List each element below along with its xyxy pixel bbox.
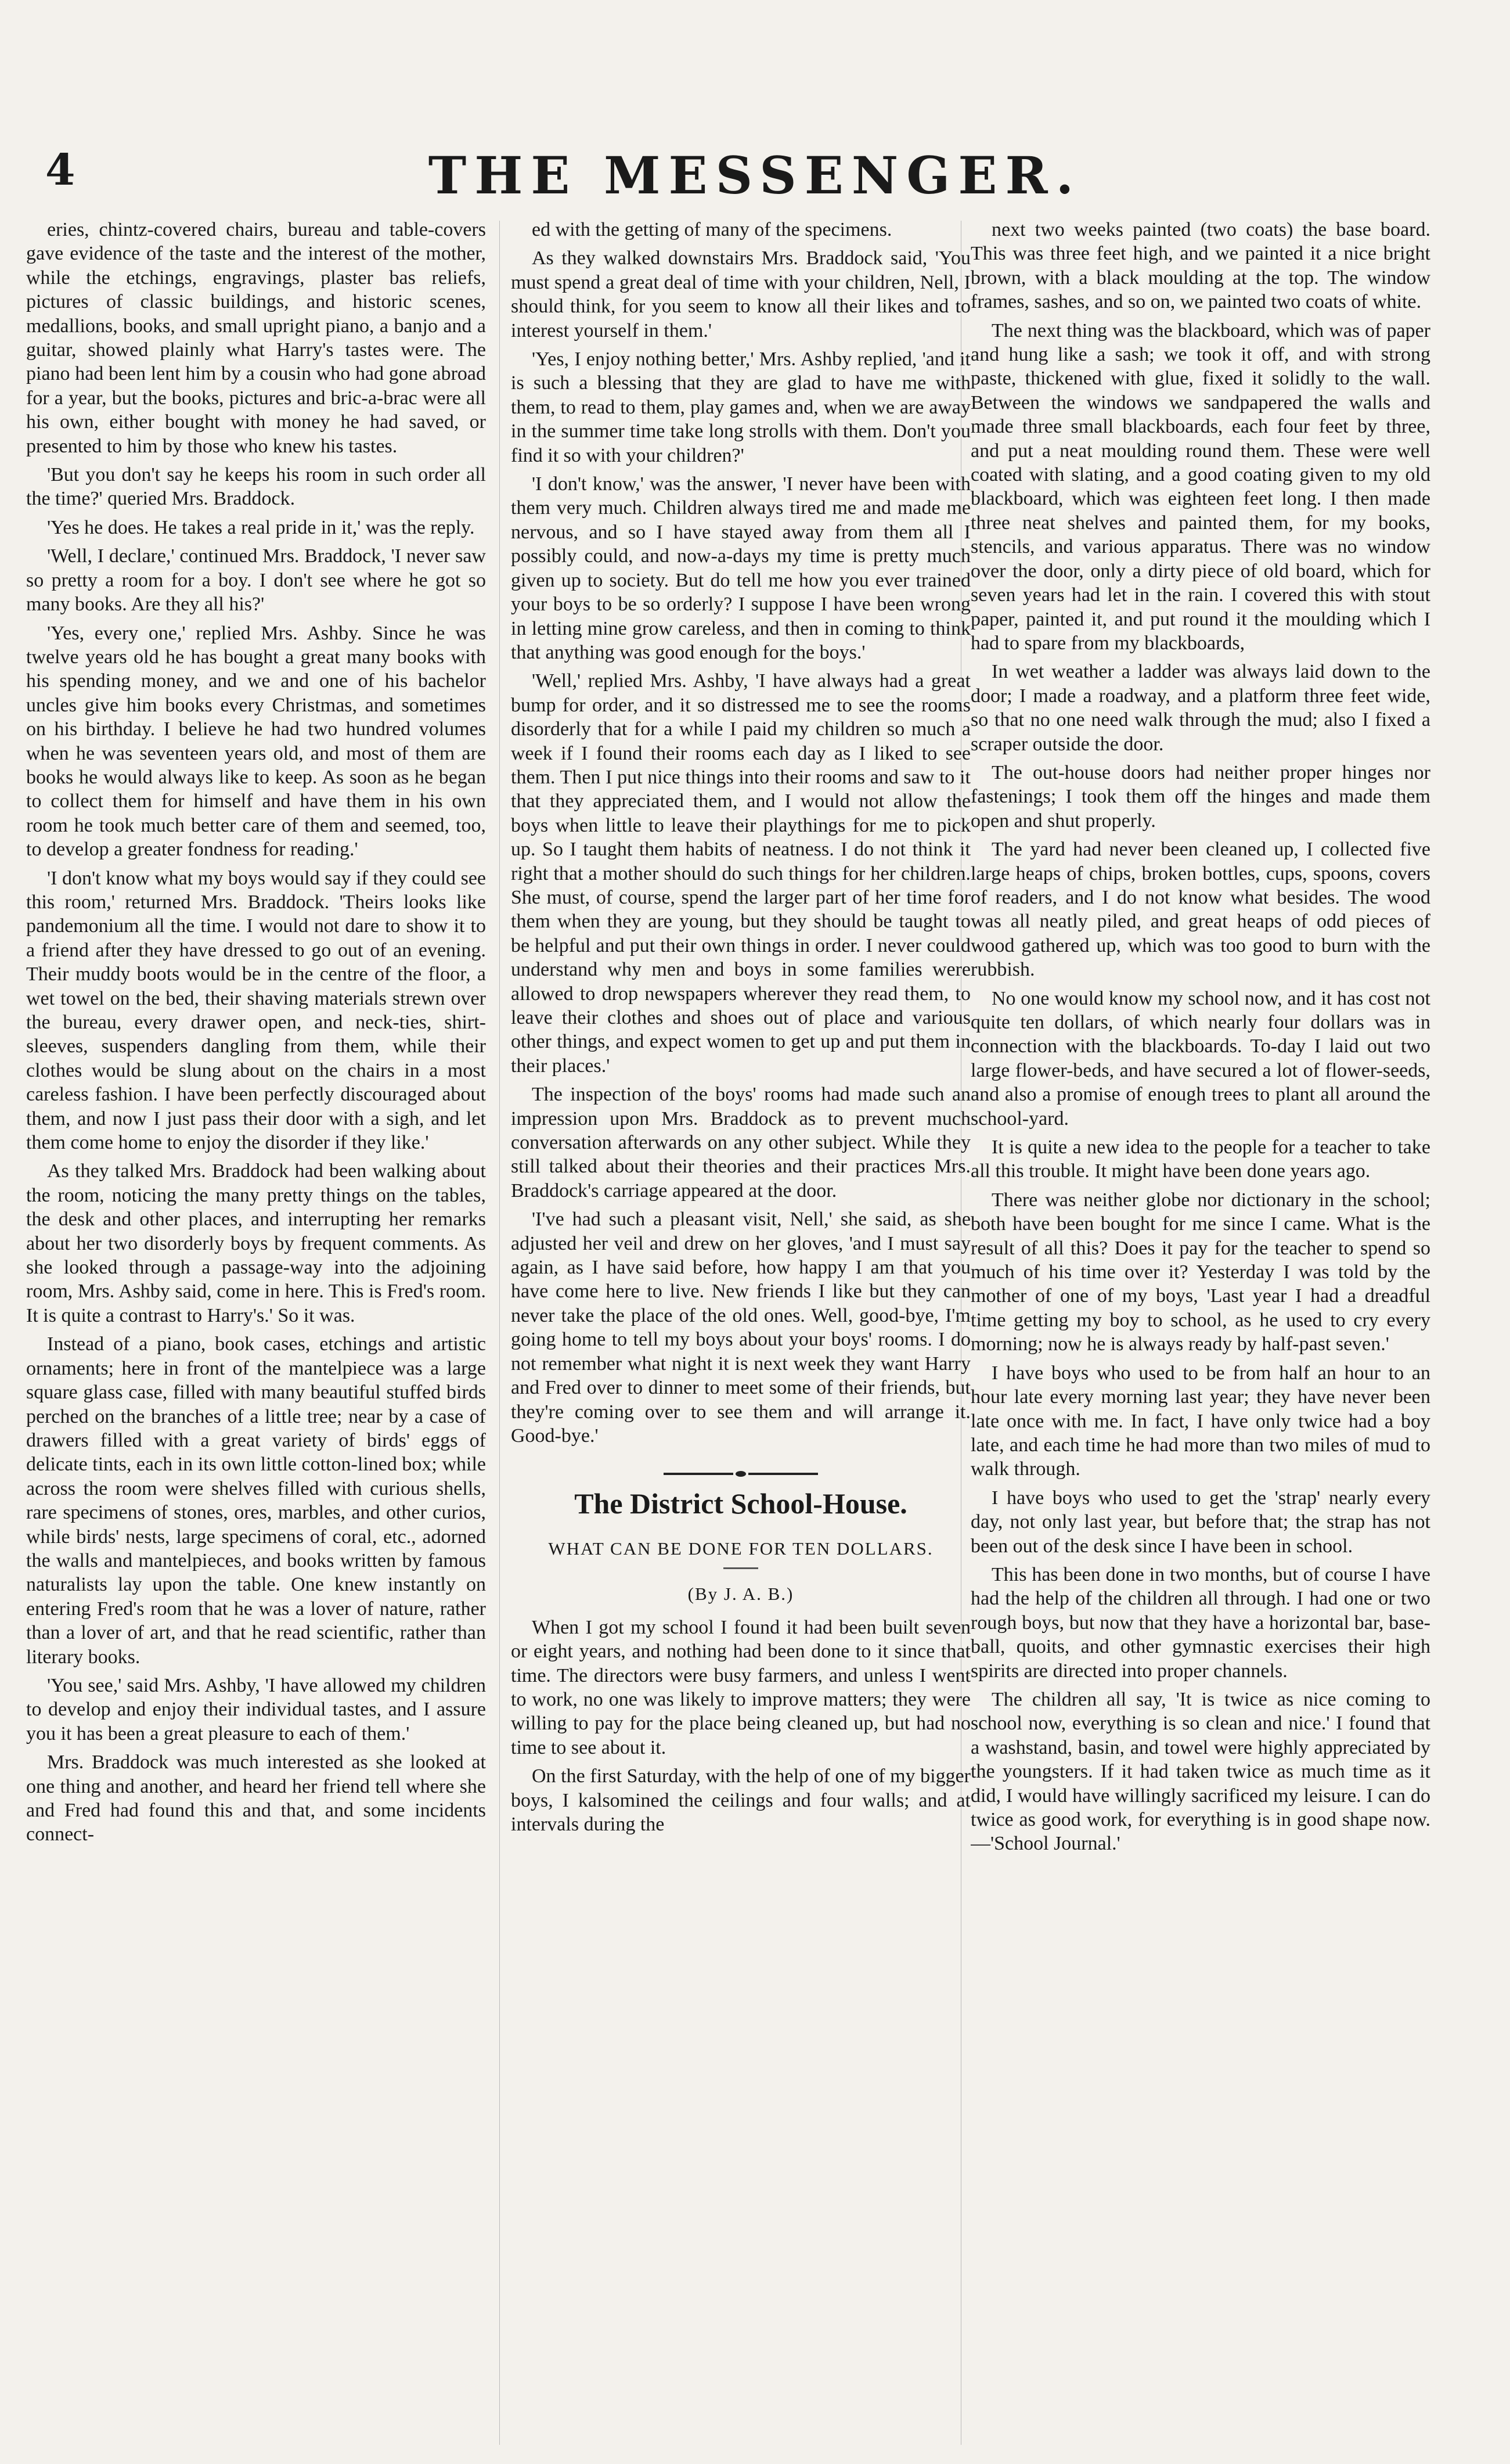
article-subtitle: WHAT CAN BE DONE FOR TEN DOLLARS. — [548, 1538, 934, 1559]
paragraph: It is quite a new idea to the people for a teacher to take all this trouble. It might have been done years ago. — [971, 1136, 1430, 1182]
paragraph: As they walked downstairs Mrs. Braddock said, 'You must spend a great deal of time with your children, Nell, I should think, for you seem to know all their likes and to interest yourself in them.' — [511, 247, 971, 341]
paragraph: next two weeks painted (two coats) the base board. This was three feet high, and we painted it a nice bright brown, with a black moulding at the top. The window frames, sashes, and so on, we painted two coats of white. — [971, 219, 1430, 313]
paragraph: 'Yes, every one,' replied Mrs. Ashby. Since he was twelve years old he has bought a great many books with his spending money, and we and one of his bachelor uncles give him books every Christmas, and sometimes on his birthday. I believe he had two hundred volumes when he was seventeen years old, and most of them are books he would always like to keep. As soon as he began to collect them for himself and have them in his own room he took much better care of them and seemed, too, to develop a greater fondness for reading.' — [26, 622, 486, 861]
paragraph: On the first Saturday, with the help of one of my bigger boys, I kalsomined the ceilings and four walls; and at intervals during the — [511, 1765, 971, 1835]
paragraph: 'You see,' said Mrs. Ashby, 'I have allowed my children to develop and enjoy their individual tastes, and I assure you it has been a great pleasure to each of them.' — [26, 1674, 486, 1744]
article-body — [511, 1616, 971, 1837]
paragraph: There was neither globe nor dictionary in the school; both have been bought for me since I came. What is the result of all this? Does it pay for the teacher to spend so much of his time over it? Yesterday I was told by the mother of one of my boys, 'Last year I had a dreadful time getting my boy to school, as he used to cry every morning; now he is always ready by half-past seven.' — [971, 1189, 1430, 1355]
paragraph: 'Well, I declare,' continued Mrs. Braddock, 'I never saw so pretty a room for a boy. I don't see where he got so many books. Are they all his?' — [26, 545, 486, 616]
paragraph: This has been done in two months, but of course I have had the help of the children all through. I had one or two rough boys, but now that they have a horizontal bar, base-ball, quoits, and other gymnastic exercises their high spirits are directed into proper channels. — [971, 1563, 1430, 1682]
paragraph: As they talked Mrs. Braddock had been walking about the room, noticing the many pretty things on the tables, the desk and other places, and interrupting her remarks about her two disorderly boys by frequent comments. As she looked through a passage-way into the adjoining room, Mrs. Ashby said, come in here. This is Fred's room. It is quite a contrast to Harry's.' So it was. — [26, 1160, 486, 1326]
paragraph: I have boys who used to be from half an hour to an hour late every morning last year; they have never been late once with me. In fact, I have only twice had a boy late, and each time he had more than two miles of mud to walk through. — [971, 1362, 1430, 1480]
paragraph: 'Yes, I enjoy nothing better,' Mrs. Ashby replied, 'and it is such a blessing that they are glad to have me with them, to read to them, play games and, when we are away in the summer time take long strolls with them. Don't you find it so with your children?' — [511, 348, 971, 466]
paragraph: When I got my school I found it had been built seven or eight years, and nothing had been done to it since that time. The directors were busy farmers, and unless I went to work, no one was likely to improve matters; they were willing to pay for the place being cleaned up, but had no time to see about it. — [511, 1616, 971, 1758]
paragraph: The children all say, 'It is twice as nice coming to school now, everything is so clean and nice.' I found that a washstand, basin, and towel were highly appreciated by the youngsters. If it had taken twice as much time as it did, I would have willingly sacrificed my leisure. I can do twice as good work, for everything is in good shape now. —'School Journal.' — [971, 1688, 1430, 1855]
paragraph: 'I've had such a pleasant visit, Nell,' she said, as she adjusted her veil and drew on her gloves, 'and I must say again, as I have said before, how happy I am that you have come here to live. New friends I like but they can never take the place of the old ones. Well, good-bye, I'm going home to tell my boys about your boys' rooms. I do not remember what night it is next week they want Harry and Fred over to dinner to meet some of their friends, but they're coming over to see them and will arrange it. Good-bye.' — [511, 1208, 971, 1447]
column-2-story-continued — [511, 218, 971, 1448]
column-3 — [971, 218, 1430, 2445]
paragraph: The yard had never been cleaned up, I collected five large heaps of chips, broken bottles, cups, spoons, covers of readers, and I do not know what besides. The wood was all neatly piled, and great heaps of odd pieces of wood gathered up, which was too good to burn with the rubbish. — [971, 839, 1430, 981]
paragraph: Mrs. Braddock was much interested as she looked at one thing and another, and heard her friend tell where she and Fred had found this and that, and some incidents connect- — [26, 1751, 486, 1846]
paragraph: eries, chintz-covered chairs, bureau and table-covers gave evidence of the taste and the interest of the mother, while the etchings, engravings, plaster bas reliefs, pictures of classic buildings, and historic scenes, medallions, books, and small upright piano, a banjo and a guitar, showed plainly what Harry's tastes were. The piano had been lent him by a cousin who had gone abroad for a year, but the books, pictures and bric-a-brac were all his own, either bought with money he had saved, or presented to him by those who knew his tastes. — [26, 219, 486, 457]
paragraph: I have boys who used to get the 'strap' nearly every day, not only last year, but before that; the strap has not been out of the desk since I have been in school. — [971, 1487, 1430, 1557]
paragraph: 'But you don't say he keeps his room in such order all the time?' queried Mrs. Braddock. — [26, 464, 486, 510]
paragraph: No one would know my school now, and it has cost not quite ten dollars, of which nearly four dollars was in connection with the blackboards. To-day I laid out two large flower-beds, and have secured a lot of flower-seeds, and also a promise of enough trees to plant all around the school-yard. — [971, 987, 1430, 1130]
paragraph: The next thing was the blackboard, which was of paper and hung like a sash; we took it off, and with strong paste, thickened with glue, fixed it solidly to the wall. Between the windows we sandpapered the walls and made three small blackboards, each four feet by three, and put a neat moulding round them. These were well coated with slating, and a good coating given to my old blackboard, which was eighteen feet long. I then made three neat shelves and painted them, for my books, stencils, and various apparatus. There was no window over the door, only a dirty piece of old board, which for seven years had let in the rain. I covered this with stout paper, painted it, and put round it the moulding which I had to spare from my blackboards, — [971, 319, 1430, 654]
paragraph: Instead of a piano, book cases, etchings and artistic ornaments; here in front of the mantelpiece was a large square glass case, filled with many beautiful stuffed birds perched on the branches of a little tree; near by a case of drawers filled with a great variety of birds' eggs of delicate tints, each in its own little cotton-lined box; while across the room were shelves filled with curious shells, rare specimens of stones, ores, marbles, and other curios, while birds' nests, large specimens of coral, etc., adorned the walls and mantelpieces, and books written by famous naturalists lay upon the table. One knew instantly on entering Fred's room that he was a lover of nature, rather than a lover of art, and that he read scientific, rather than literary books. — [26, 1333, 486, 1668]
paragraph: 'I don't know what my boys would say if they could see this room,' returned Mrs. Braddock. 'Theirs looks like pandemonium all the time. I would not dare to show it to a friend after they have dressed to go out of an evening. Their muddy boots would be in the centre of the floor, a wet towel on the bed, their shaving materials strewn over the bureau, every drawer open, and neck-ties, shirt-sleeves, suspenders dangling from them, while their clothes would be slung about on the chairs in a most careless fashion. I have been perfectly discouraged about them, and now I just pass their door with a sigh, and let them come home to enjoy the disorder if they like.' — [26, 867, 486, 1154]
paragraph: The inspection of the boys' rooms had made such an impression upon Mrs. Braddock as to prevent much conversation afterwards on any other subject. While they still talked about their theories and their practices Mrs. Braddock's carriage appeared at the door. — [511, 1084, 971, 1202]
paragraph: The out-house doors had neither proper hinges nor fastenings; I took them off the hinges and made them open and shut properly. — [971, 761, 1430, 832]
page-header — [0, 145, 1510, 209]
paragraph: In wet weather a ladder was always laid down to the door; I made a roadway, and a platform three feet wide, so that no one need walk through the mud; also I fixed a scraper outside the door. — [971, 661, 1430, 755]
paragraph: 'I don't know,' was the answer, 'I never have been with them very much. Children always tired me and made me nervous, and so I have stayed away from them all I possibly could, and now-a-days my time is pretty much given up to society. But do tell me how you ever trained your boys to be so orderly? I suppose I have been wrong in letting mine grow careless, and then in coming to think that anything was good enough for the boys.' — [511, 473, 971, 663]
column-1 — [26, 218, 486, 2445]
column-rule — [499, 221, 500, 2445]
paragraph: ed with the getting of many of the specimens. — [532, 219, 892, 240]
page-number: 4 — [45, 145, 75, 195]
subtitle-rule — [723, 1567, 758, 1569]
paragraph: 'Yes he does. He takes a real pride in it,' was the reply. — [47, 516, 475, 538]
section-divider-ornament — [511, 1471, 971, 1477]
article-title: The District School-House. — [574, 1487, 907, 1520]
masthead-title: THE MESSENGER. — [428, 145, 1082, 206]
column-2 — [511, 218, 971, 2445]
paragraph: 'Well,' replied Mrs. Ashby, 'I have always had a great bump for order, and it so distressed me to see the rooms disorderly that for a while I paid my children so much a week if I found their rooms each day as I liked to see them. Then I put nice things into their rooms and saw to it that they appreciated them, and I would not allow the boys when little to leave their playthings for me to pick up. So I taught them habits of neatness. I do not think it right that a mother should do such things for her children. She must, of course, spend the larger part of her time for them when they are young, but they should be taught to be helpful and put their own things in order. I never could understand why men and boys in some families were allowed to drop newspapers wherever they read them, to leave their clothes and shoes out of place and various other things, and expect women to get up and put them in their places.' — [511, 670, 971, 1077]
article-byline: (By J. A. B.) — [687, 1584, 794, 1605]
